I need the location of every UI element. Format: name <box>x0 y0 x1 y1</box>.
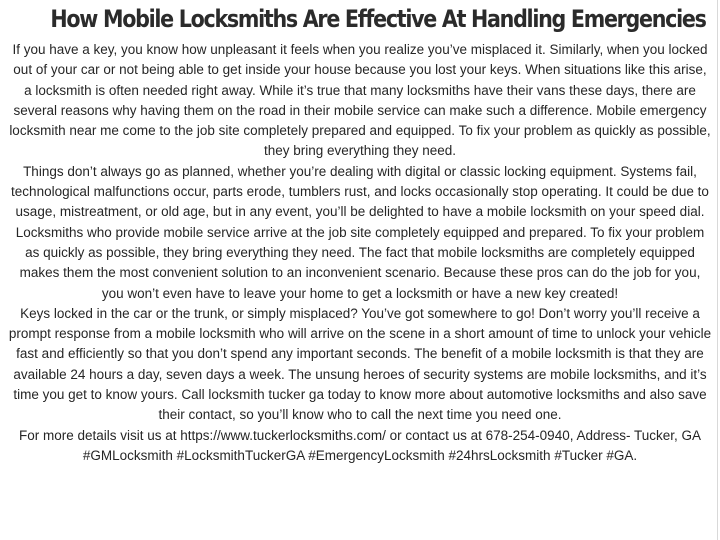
paragraph-lockout: Keys locked in the car or the trunk, or simply misplaced? You’ve got somewhere to go! Don’t worry you’ll receive a prompt response from a mobile locksmith who will arrive on the scene in a short amount of time to unlock your vehicle fast and efficiently so that you don’t spend any important seconds. The benefit of a mobile locksmith is that they are available 24 hours a day, seven days a week. The unsung heroes of security systems are mobile locksmiths, and it’s time you get to know yours. Call locksmith tucker ga today to know more about automotive locksmiths and also save their contact, so you’ll know who to call the next time you need one. <box>8 305 712 423</box>
page-title: How Mobile Locksmiths Are Effective At Handling Emergencies <box>50 5 706 33</box>
article-body <box>8 40 712 466</box>
paragraph-contact: For more details visit us at https://www.tuckerlocksmiths.com/ or contact us at 678-254-0940, Address- Tucker, GA #GMLocksmith #LocksmithTuckerGA #EmergencyLocksmith #24hrsLocksmith #Tucker #GA. <box>18 427 702 463</box>
paragraph-reliability: Things don’t always go as planned, whether you’re dealing with digital or classic locking equipment. Systems fail, technological malfunctions occur, parts erode, tumblers rust, and locks occasionally stop operating. It could be due to usage, mistreatment, or old age, but in any event, you’ll be delighted to have a mobile locksmith on your speed dial. Locksmiths who provide mobile service arrive at the job site completely equipped and prepared. To fix your problem as quickly as possible, they bring everything they need. The fact that mobile locksmiths are completely equipped makes them the most convenient solution to an inconvenient scenario. Because these pros can do the job for you, you won’t even have to leave your home to get a locksmith or have a new key created! <box>11 163 709 301</box>
page-edge-divider <box>717 0 718 540</box>
paragraph-intro: If you have a key, you know how unpleasant it feels when you realize you’ve misplaced it. Similarly, when you locked out of your car or not being able to get inside your house because you lost your keys. When situations like this arise, a locksmith is often needed right away. While it’s true that many locksmiths have their vans these days, there are several reasons why having them on the road in their mobile service can make such a difference. Mobile emergency locksmith near me come to the job site completely prepared and equipped. To fix your problem as quickly as possible, they bring everything they need. <box>9 42 711 159</box>
